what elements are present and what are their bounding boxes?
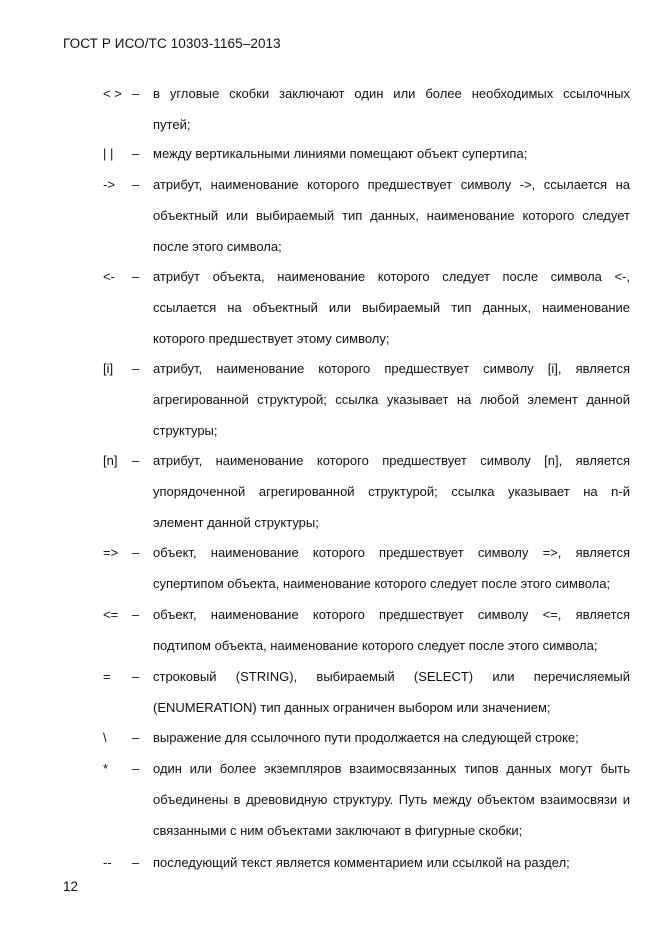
entry-symbol: | |	[103, 146, 114, 161]
entry-symbol: [n]	[103, 453, 118, 468]
entry-symbol: <-	[103, 269, 115, 284]
entry-symbol: ->	[103, 177, 115, 192]
description-line: подтипом объекта, наименование которого следует после этого символа;	[153, 638, 598, 653]
description-line: атрибут, наименование которого предшествует символу [n], является	[153, 453, 630, 468]
description-line: между вертикальными линиями помещают объект супертипа;	[153, 146, 528, 161]
description-line: ссылается на объектный или выбираемый тип данных, наименование	[153, 300, 630, 315]
description-line: элемент данной структуры;	[153, 515, 319, 530]
description-line: один или более экземпляров взаимосвязанных типов данных могут быть	[153, 761, 630, 776]
entry-dash: –	[132, 607, 140, 622]
entry-description	[153, 261, 630, 354]
description-line: атрибут, наименование которого предшествует символу [i], является	[153, 361, 630, 376]
entry-description	[153, 537, 630, 599]
entry-dash: –	[132, 269, 140, 284]
entry-description	[153, 353, 630, 446]
entry-dash: –	[132, 453, 140, 468]
description-line: в угловые скобки заключают один или более необходимых ссылочных	[153, 86, 630, 101]
entry-dash: –	[132, 545, 140, 560]
description-line: которого предшествует этому символу;	[153, 331, 390, 346]
description-line: объектный или выбираемый тип данных, наименование которого следует	[153, 208, 630, 223]
entry-symbol: < >	[103, 86, 122, 101]
description-line: после этого символа;	[153, 239, 282, 254]
description-line: строковый (STRING), выбираемый (SELECT) или перечисляемый	[153, 669, 630, 684]
entry-description	[153, 169, 630, 262]
description-line: упорядоченной агрегированной структурой; ссылка указывает на n-й	[153, 484, 630, 499]
entry-dash: –	[132, 146, 140, 161]
description-line: последующий текст является комментарием или ссылкой на раздел;	[153, 855, 570, 870]
entry-description	[153, 847, 630, 878]
entry-description	[153, 722, 630, 753]
description-line: атрибут, наименование которого предшествует символу ->, ссылается на	[153, 177, 630, 192]
entry-dash: –	[132, 669, 140, 684]
entry-description	[153, 753, 630, 846]
entry-symbol: --	[103, 855, 112, 870]
description-line: супертипом объекта, наименование которого следует после этого символа;	[153, 576, 611, 591]
description-line: объект, наименование которого предшествует символу <=, является	[153, 607, 630, 622]
description-line: связанными с ним объектами заключают в фигурные скобки;	[153, 823, 523, 838]
description-line: агрегированной структурой; cсылка указывает на любой элемент данной	[153, 392, 630, 407]
entry-dash: –	[132, 730, 140, 745]
entry-symbol: *	[103, 761, 109, 776]
description-line: атрибут объекта, наименование которого следует после символа <-,	[153, 269, 630, 284]
entry-description	[153, 599, 630, 661]
entry-description	[153, 138, 630, 169]
entry-symbol: \	[103, 730, 107, 745]
description-line: путей;	[153, 117, 191, 132]
description-line: выражение для ссылочного пути продолжается на следующей строке;	[153, 730, 579, 745]
description-line: объект, наименование которого предшествует символу =>, является	[153, 545, 630, 560]
entry-dash: –	[132, 361, 140, 376]
entry-symbol: =>	[103, 545, 119, 560]
document-header: ГОСТ Р ИСО/ТС 10303-1165–2013	[63, 36, 281, 51]
entry-dash: –	[132, 855, 140, 870]
entry-symbol: [i]	[103, 361, 114, 376]
entry-description	[153, 78, 630, 140]
entry-description	[153, 445, 630, 538]
entry-description	[153, 661, 630, 723]
entry-symbol: =	[103, 669, 111, 684]
entry-dash: –	[132, 761, 140, 776]
description-line: структуры;	[153, 423, 218, 438]
entry-dash: –	[132, 86, 140, 101]
page-number: 12	[63, 879, 79, 894]
description-line: (ENUMERATION) тип данных ограничен выбором или значением;	[153, 700, 551, 715]
entry-dash: –	[132, 177, 140, 192]
entry-symbol: <=	[103, 607, 119, 622]
description-line: объединены в древовидную структуру. Путь между объектом взаимосвязи и	[153, 792, 630, 807]
